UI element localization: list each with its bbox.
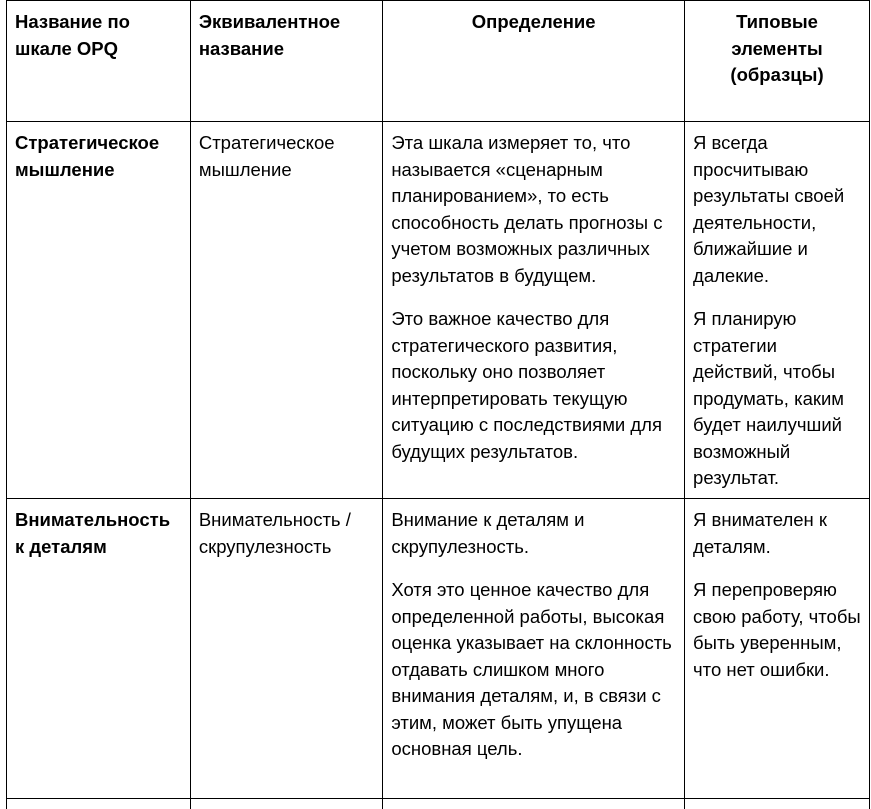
opq-scales-table xyxy=(6,0,870,809)
typical-element-paragraph: Я перепроверяю свою работу, чтобы быть уверенным, что нет ошибки. xyxy=(693,577,861,683)
table-row xyxy=(7,122,870,499)
typical-element-paragraph: Я планирую стратегии действий, чтобы продумать, каким будет наилучший возможный результат. xyxy=(693,306,861,492)
header-definition: Определение xyxy=(383,1,685,122)
definition-paragraph: Внимание к деталям и скрупулезность. xyxy=(391,507,676,560)
typical-element-paragraph: Я всегда просчитываю результаты своей деятельности, ближайшие и далекие. xyxy=(693,130,861,289)
header-typical-elements: Типовые элементы (образцы) xyxy=(685,1,870,122)
scale-name-cell: Стратегическое мышление xyxy=(7,122,191,499)
header-equivalent-name: Эквивалентное название xyxy=(190,1,382,122)
definition-paragraph: Эта шкала измеряет то, что называется «сценарным планированием», то есть способность делать прогнозы с учетом возможных различных результатов в будущем. xyxy=(391,130,676,289)
typical-element-paragraph: Я внимателен к деталям. xyxy=(693,507,861,560)
header-scale-name: Название по шкале OPQ xyxy=(7,1,191,122)
table-row xyxy=(7,499,870,799)
definition-paragraph: Это важное качество для стратегического развития, поскольку оно позволяет интерпретировать текущую ситуацию с последствиями для будущих результатов. xyxy=(391,306,676,465)
table-header-row xyxy=(7,1,870,122)
definition-cell xyxy=(383,499,685,799)
definition-paragraph: Хотя это ценное качество для определенной работы, высокая оценка указывает на склонность отдавать слишком много внимания деталям, и, в связи с этим, может быть упущена основная цель. xyxy=(391,577,676,763)
equivalent-name-cell: Стратегическое мышление xyxy=(190,122,382,499)
typical-elements-cell xyxy=(685,499,870,799)
equivalent-name-cell: Внимательность / скрупулезность xyxy=(190,499,382,799)
typical-elements-cell xyxy=(685,122,870,499)
scale-name-cell: Внимательность к деталям xyxy=(7,499,191,799)
definition-cell xyxy=(383,122,685,499)
